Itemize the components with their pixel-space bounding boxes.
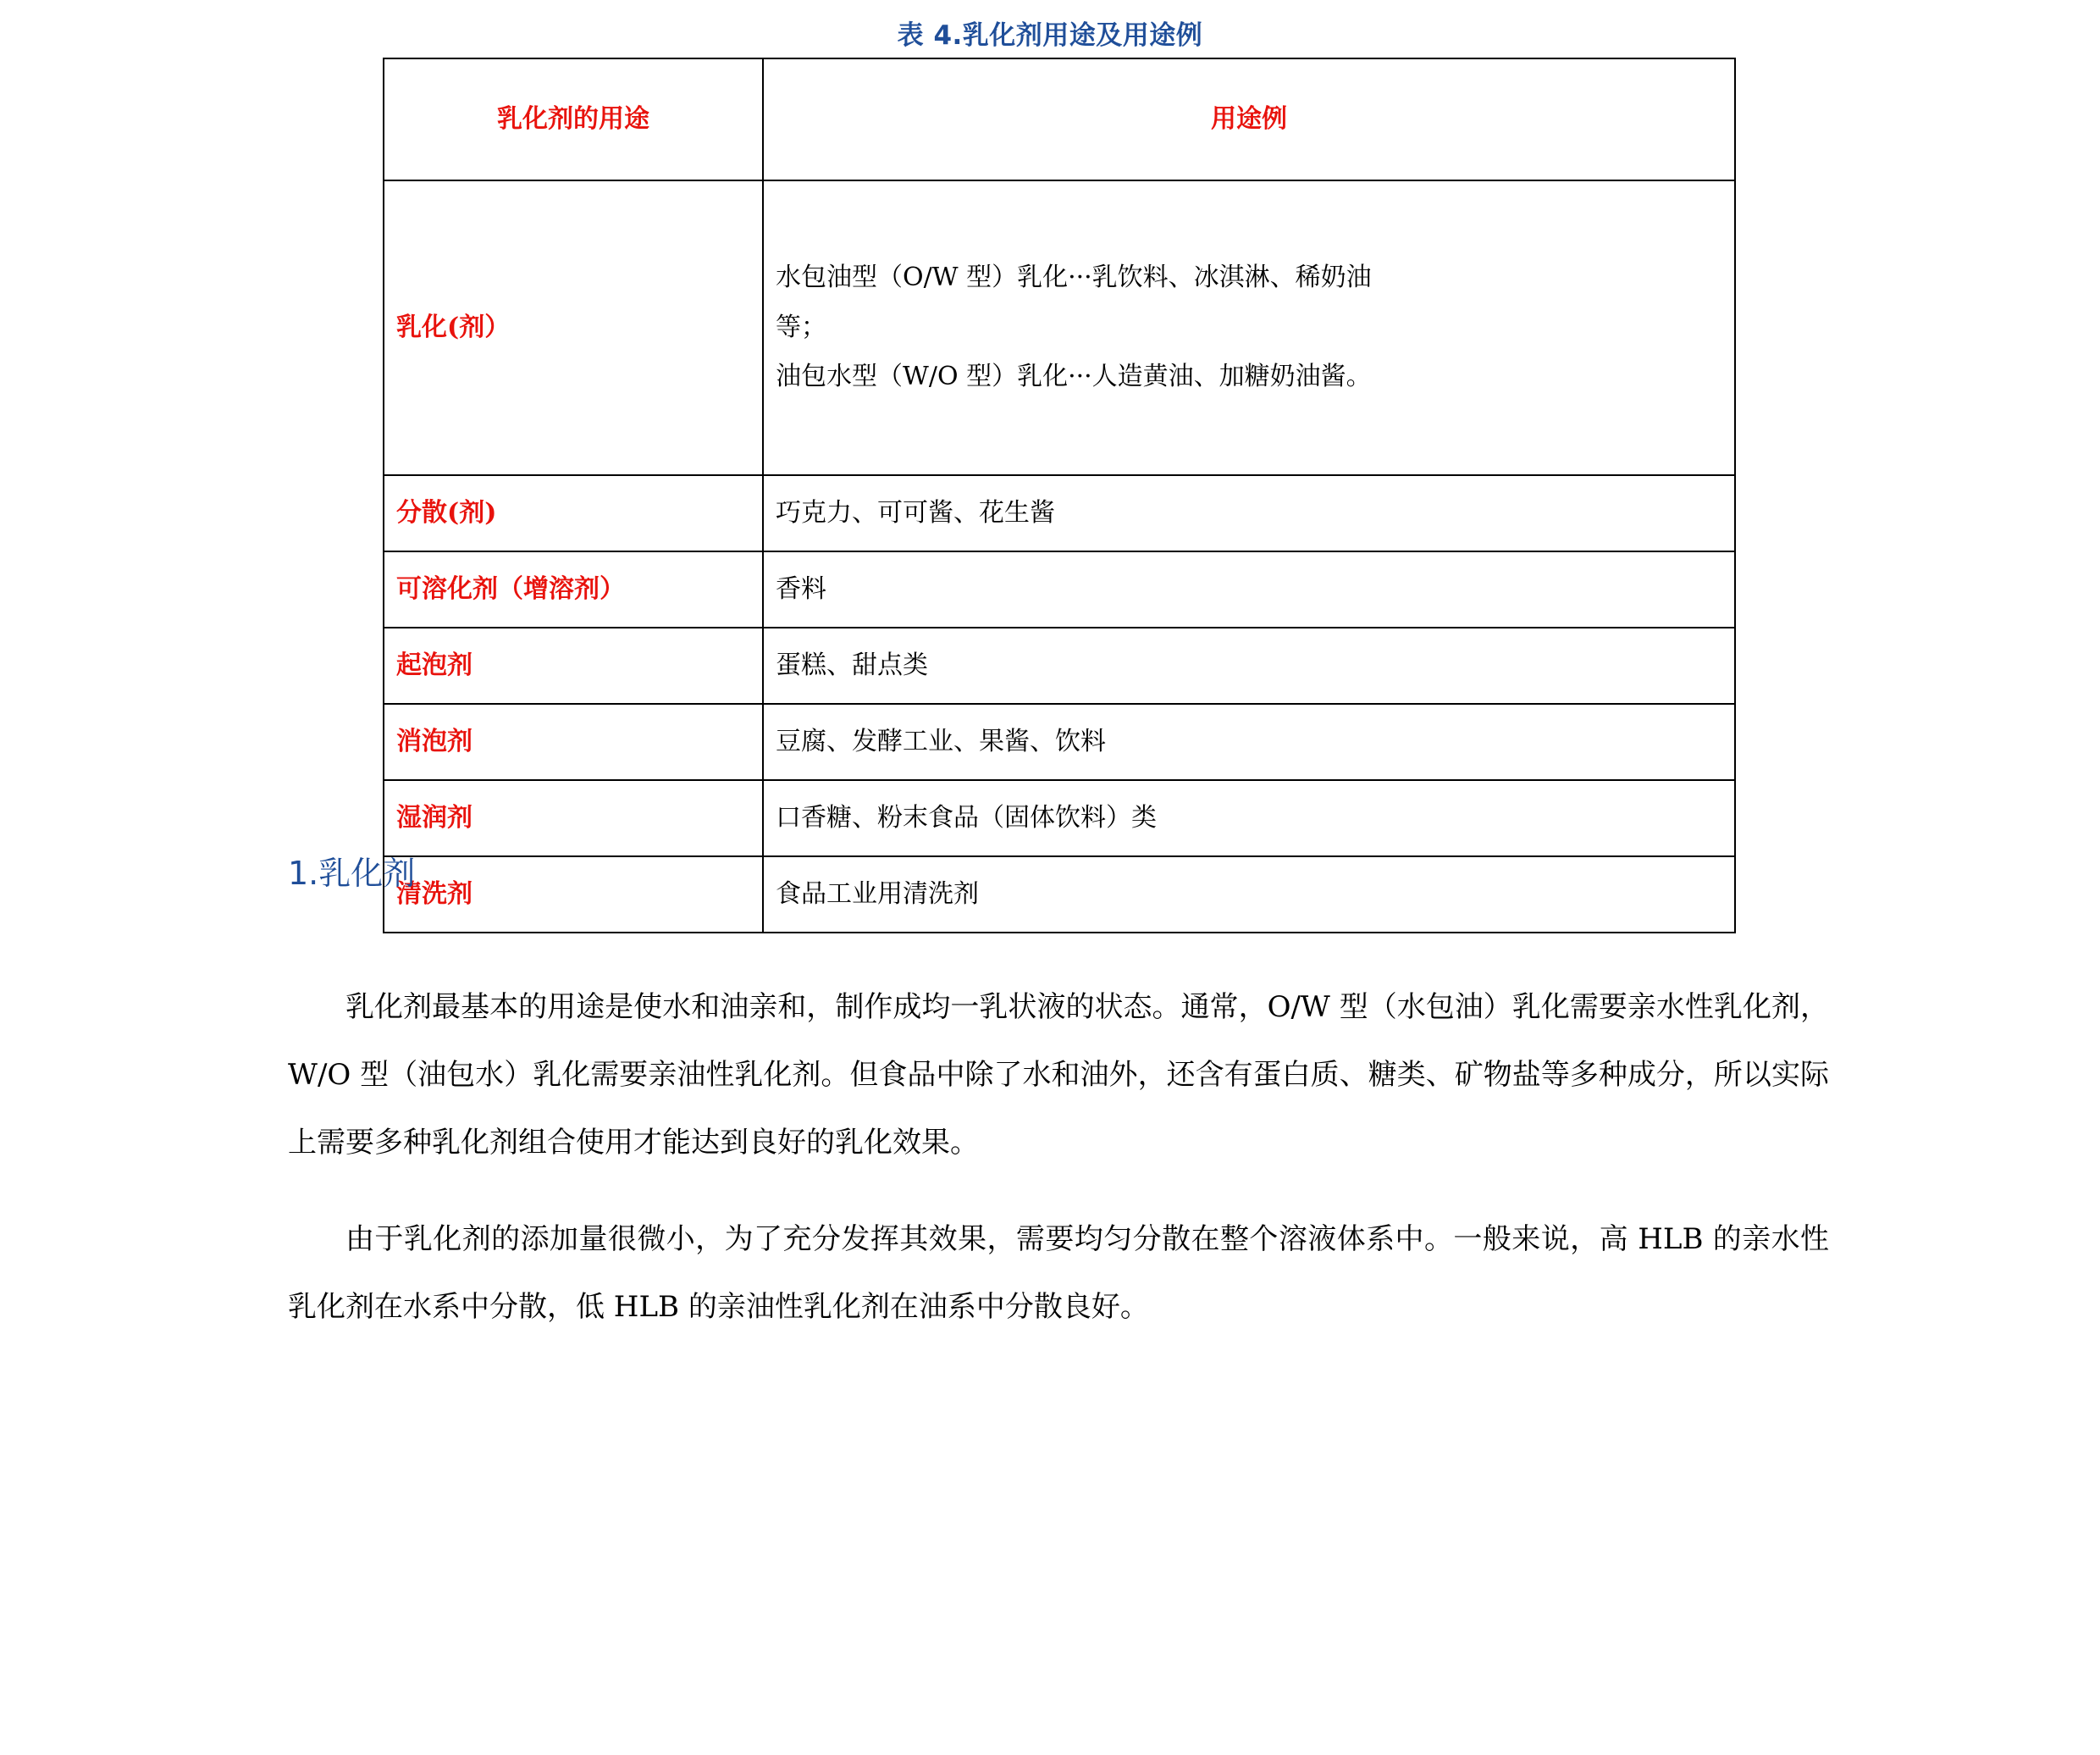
emulsifier-usage-table	[383, 58, 1736, 933]
cell-example-line: 水包油型（O/W 型）乳化···乳饮料、冰淇淋、稀奶油	[776, 263, 1372, 293]
table-header-row	[384, 58, 1735, 180]
column-header-usage: 乳化剂的用途	[384, 58, 763, 180]
cell-category: 分散(剂)	[384, 475, 763, 551]
table-row	[384, 856, 1735, 933]
cell-examples: 巧克力、可可酱、花生酱	[763, 475, 1735, 551]
page-title: 表 4.乳化剂用途及用途例	[897, 20, 1203, 51]
paragraph: 乳化剂最基本的用途是使水和油亲和，制作成均一乳状液的状态。通常，O/W 型（水包油）乳化需要亲水性乳化剂，W/O 型（油包水）乳化需要亲油性乳化剂。但食品中除了水和油外，还含有蛋白质、糖类、矿物盐等多种成分，所以实际上需要多种乳化剂组合使用才能达到良好的乳化效果。	[288, 990, 1829, 1160]
cell-example-line: 等；	[776, 312, 826, 342]
section-heading: 1.乳化剂	[288, 855, 416, 892]
cell-category: 乳化(剂）	[384, 180, 763, 475]
cell-examples: 口香糖、粉末食品（固体饮料）类	[763, 780, 1735, 856]
table-row	[384, 475, 1735, 551]
column-header-examples: 用途例	[763, 58, 1735, 180]
usage-table-container	[383, 58, 1734, 933]
cell-category: 消泡剂	[384, 704, 763, 780]
cell-examples: 香料	[763, 551, 1735, 628]
cell-examples: 食品工业用清洗剂	[763, 856, 1735, 933]
body-text	[288, 974, 1829, 1370]
cell-category: 起泡剂	[384, 628, 763, 704]
table-row	[384, 628, 1735, 704]
table-row	[384, 551, 1735, 628]
cell-examples: 蛋糕、甜点类	[763, 628, 1735, 704]
cell-examples	[763, 180, 1735, 475]
table-row	[384, 780, 1735, 856]
table-row	[384, 704, 1735, 780]
cell-example-line: 油包水型（W/O 型）乳化···人造黄油、加糖奶油酱。	[776, 362, 1372, 392]
table-row	[384, 180, 1735, 475]
paragraph: 由于乳化剂的添加量很微小，为了充分发挥其效果，需要均匀分散在整个溶液体系中。一般来说，高 HLB 的亲水性乳化剂在水系中分散，低 HLB 的亲油性乳化剂在油系中分散良好。	[288, 1221, 1829, 1324]
cell-category: 清洗剂	[384, 856, 763, 933]
cell-examples: 豆腐、发酵工业、果酱、饮料	[763, 704, 1735, 780]
cell-category: 可溶化剂（增溶剂）	[384, 551, 763, 628]
cell-category: 湿润剂	[384, 780, 763, 856]
